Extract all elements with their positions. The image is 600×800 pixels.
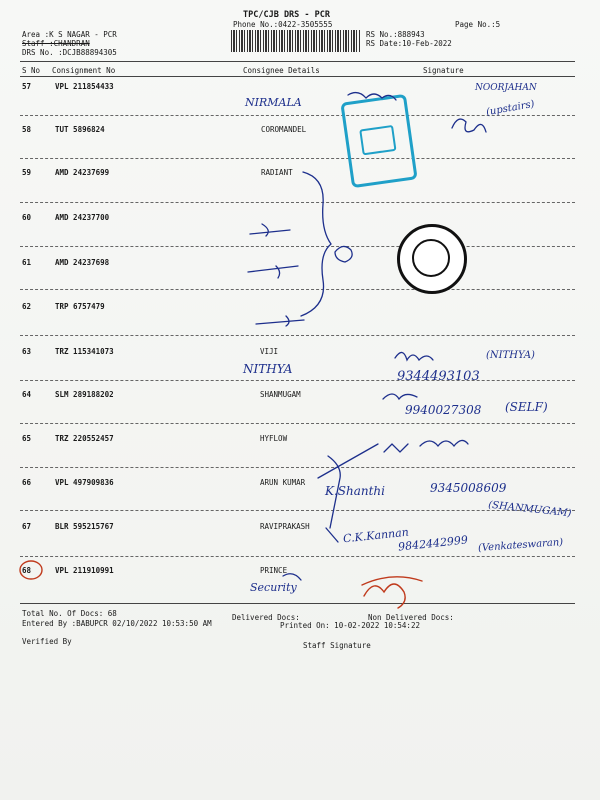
page-number: Page No.:5	[455, 20, 501, 29]
handwritten-signature: Security	[250, 581, 297, 594]
col-consignment: Consignment No	[52, 66, 116, 75]
col-sno: S No	[22, 66, 41, 75]
handwritten-phone: 9345008609	[430, 481, 507, 495]
row-consignee: COROMANDEL	[261, 125, 307, 134]
rs-number: RS No.:888943	[366, 30, 425, 39]
row-sno: 58	[22, 125, 32, 134]
handwritten-phone: 9344493103	[397, 369, 480, 384]
drs-number: DRS No. :DCJB88894305	[22, 48, 117, 57]
handwritten-signature: K.Shanthi	[325, 484, 385, 498]
row-sno: 57	[22, 82, 32, 91]
printed-on: Printed On: 10-02-2022 10:54:22	[280, 621, 420, 630]
row-consignee: RADIANT	[261, 168, 293, 177]
phone-number: Phone No.:0422-3505555	[233, 20, 333, 29]
col-signature: Signature	[423, 66, 464, 75]
row-consignment: TRP 6757479	[55, 302, 105, 311]
sheet-title: TPC/CJB DRS - PCR	[243, 10, 330, 20]
row-sno: 60	[22, 213, 32, 222]
handwritten-phone: 9842442999	[397, 533, 469, 554]
total-docs: Total No. Of Docs: 68	[22, 609, 117, 618]
row-consignment: BLR 595215767	[55, 522, 114, 531]
row-sno: 65	[22, 434, 32, 443]
delivered-docs: Delivered Docs:	[232, 613, 300, 622]
row-sno: 68	[22, 566, 32, 575]
row-consignment: AMD 24237698	[55, 258, 110, 267]
entered-by: Entered By :BABUPCR 02/10/2022 10:53:50 AM	[22, 619, 212, 628]
verified-by: Verified By	[22, 637, 72, 646]
row-sno: 66	[22, 478, 32, 487]
row-consignee: ARUN KUMAR	[260, 478, 306, 487]
row-consignment: VPL 211910991	[55, 566, 114, 575]
handwritten-tag: (Venkateswaran)	[477, 537, 564, 554]
row-consignee: VIJI	[260, 347, 279, 356]
row-consignment: AMD 24237699	[55, 168, 110, 177]
row-sno: 61	[22, 258, 32, 267]
col-consignee: Consignee Details	[243, 66, 320, 75]
non-delivered-docs: Non Delivered Docs:	[368, 613, 454, 622]
row-consignee: PRINCE	[260, 566, 288, 575]
row-consignee: RAVIPRAKASH	[260, 522, 310, 531]
row-sno: 67	[22, 522, 32, 531]
handwritten-phone: 9940027308	[405, 403, 482, 417]
row-sno: 59	[22, 168, 32, 177]
area-label: Area :K S NAGAR - PCR	[22, 30, 117, 39]
handwritten-note: (upstairs)	[485, 98, 536, 119]
row-sno: 62	[22, 302, 32, 311]
handwritten-signature: C.K.Kannan	[342, 525, 410, 546]
row-consignment: TUT 5896824	[55, 125, 105, 134]
row-sno: 64	[22, 390, 32, 399]
handwritten-tag: (SELF)	[505, 400, 548, 414]
row-consignment: AMD 24237700	[55, 213, 110, 222]
handwritten-tag: (SHANMUGAM)	[487, 499, 572, 520]
row-consignment: SLM 289188202	[55, 390, 114, 399]
handwritten-signature: (NITHYA)	[486, 350, 535, 361]
handwritten-name: NITHYA	[243, 362, 293, 376]
row-consignment: TRZ 220552457	[55, 434, 114, 443]
row-consignment: TRZ 115341073	[55, 347, 114, 356]
row-consignment: VPL 497909836	[55, 478, 114, 487]
row-sno: 63	[22, 347, 32, 356]
handwritten-signature: NOORJAHAN	[475, 83, 537, 93]
row-consignee: SHANMUGAM	[260, 390, 301, 399]
row-consignment: VPL 211854433	[55, 82, 114, 91]
handwritten-name: NIRMALA	[245, 96, 302, 109]
staff-label: Staff :CHANDRAN	[22, 39, 90, 48]
staff-signature: Staff Signature	[303, 641, 371, 650]
rs-date: RS Date:10-Feb-2022	[366, 39, 452, 48]
row-consignee: HYFLOW	[260, 434, 288, 443]
